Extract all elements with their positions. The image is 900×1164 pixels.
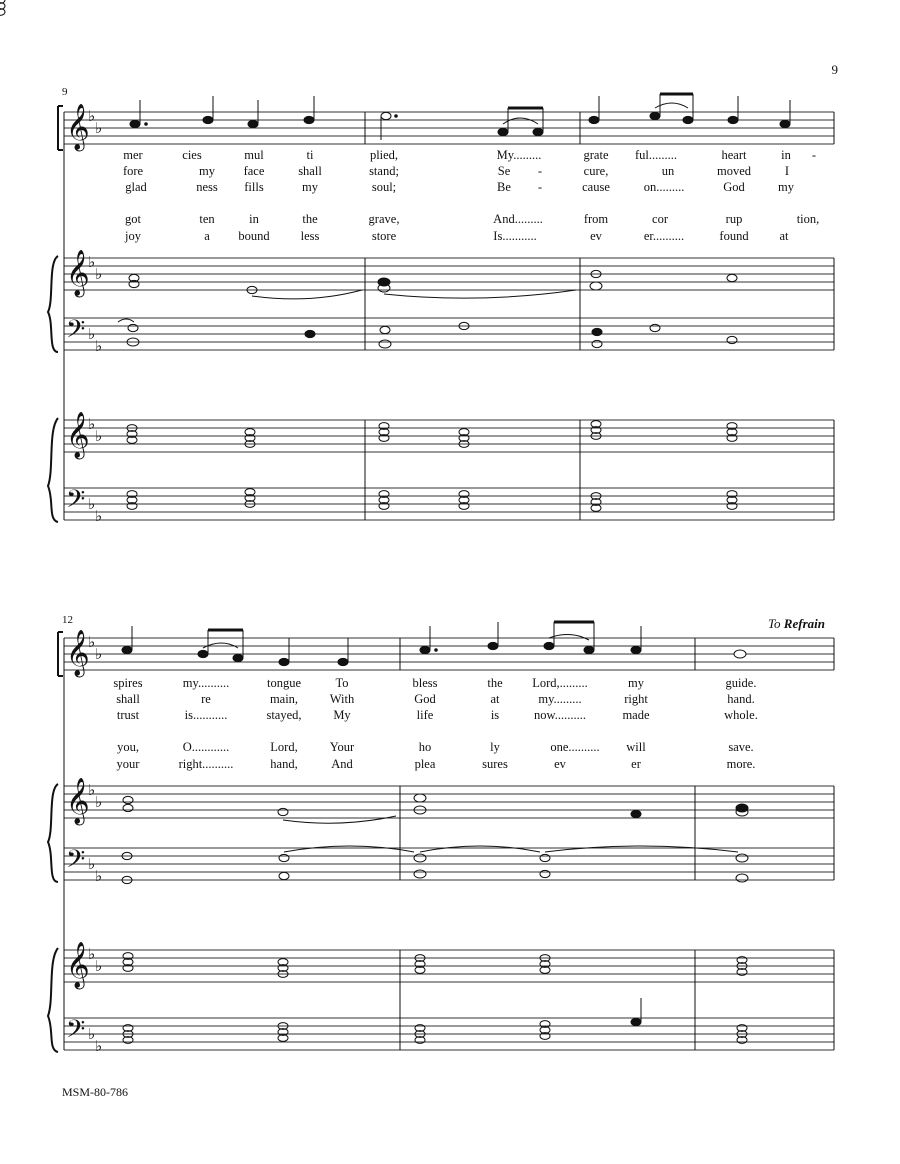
- lyric-line-3: [0, 180, 900, 198]
- lyric-syllable: cure,: [583, 164, 609, 178]
- lyric-syllable: my: [628, 676, 644, 690]
- lyric-syllable: tongue: [266, 676, 302, 690]
- lyric-syllable: more.: [726, 757, 756, 771]
- lyric-syllable: in: [781, 148, 791, 162]
- lyric-syllable: you,: [117, 740, 139, 754]
- lyric-syllable: is...........: [184, 708, 228, 722]
- lyric-line-3: [0, 708, 900, 726]
- svg-text:♭: ♭: [95, 265, 103, 283]
- svg-text:𝄢: 𝄢: [66, 485, 86, 520]
- svg-text:𝄞: 𝄞: [66, 250, 90, 296]
- measure-number-9: 9: [62, 86, 68, 98]
- lyric-syllable: And: [331, 757, 353, 771]
- lyric-syllable: bound: [238, 229, 270, 243]
- lyric-syllable: at: [490, 692, 500, 706]
- lyric-syllable: God: [723, 180, 745, 194]
- lyric-syllable: fills: [244, 180, 264, 194]
- lyric-syllable: tion,: [796, 212, 820, 226]
- svg-text:♭: ♭: [88, 107, 96, 125]
- lyric-syllable: sures: [482, 757, 508, 771]
- lyric-syllable: my: [778, 180, 794, 194]
- lyric-syllable: grate: [583, 148, 609, 162]
- catalog-number: MSM-80-786: [62, 1085, 129, 1099]
- measure-number-12: 12: [62, 614, 73, 626]
- svg-text:♭: ♭: [88, 945, 96, 963]
- svg-text:𝄞: 𝄞: [66, 778, 90, 824]
- lyric-syllable: Lord,: [270, 740, 298, 754]
- lyric-syllable: Lord,.........: [532, 676, 588, 690]
- lyric-syllable: -: [811, 148, 817, 162]
- svg-text:♭: ♭: [95, 507, 103, 525]
- svg-text:♭: ♭: [88, 325, 96, 343]
- lyric-syllable: store: [371, 229, 397, 243]
- lyric-syllable: cor: [652, 212, 668, 226]
- svg-text:♭: ♭: [95, 957, 103, 975]
- lyric-syllable: found: [719, 229, 749, 243]
- lyric-syllable: the: [302, 212, 318, 226]
- lyric-syllable: whole.: [724, 708, 758, 722]
- svg-text:♭: ♭: [95, 867, 103, 885]
- svg-text:♭: ♭: [88, 253, 96, 271]
- svg-text:♭: ♭: [88, 415, 96, 433]
- lyric-syllable: er: [631, 757, 641, 771]
- voice-staff-1: [64, 112, 834, 144]
- lyric-syllable: ten: [199, 212, 215, 226]
- lyric-syllable: joy: [125, 229, 141, 243]
- lyric-syllable: grave,: [368, 212, 400, 226]
- lyric-syllable: O............: [182, 740, 230, 754]
- svg-text:𝄞: 𝄞: [66, 942, 90, 988]
- lyric-syllable: Be: [497, 180, 511, 194]
- accomp-bass-staff-1: [64, 488, 834, 520]
- lyric-syllable: ev: [554, 757, 566, 771]
- lyric-syllable: My.........: [496, 148, 542, 162]
- lyric-syllable: a: [204, 229, 210, 243]
- lyric-syllable: ev: [590, 229, 602, 243]
- svg-text:𝄢: 𝄢: [66, 845, 86, 880]
- lyric-syllable: trust: [116, 708, 140, 722]
- svg-text:♭: ♭: [95, 645, 103, 663]
- refrain-text: Refrain: [783, 616, 825, 631]
- lyric-syllable: ho: [418, 740, 432, 754]
- lyric-syllable: the: [487, 676, 503, 690]
- lyric-syllable: guide.: [725, 676, 757, 690]
- lyric-syllable: shall: [298, 164, 322, 178]
- lyric-line-5: [0, 757, 900, 775]
- lyric-syllable: shall: [116, 692, 140, 706]
- piano-treble-staff-2: [64, 786, 834, 818]
- lyric-syllable: Your: [329, 740, 355, 754]
- lyric-syllable: main,: [269, 692, 299, 706]
- lyric-syllable: your: [116, 757, 140, 771]
- lyric-syllable: face: [243, 164, 265, 178]
- svg-text:♭: ♭: [88, 1025, 96, 1043]
- lyric-syllable: Is...........: [493, 229, 537, 243]
- lyric-syllable: My: [333, 708, 351, 722]
- svg-text:♭: ♭: [95, 337, 103, 355]
- svg-text:𝄞: 𝄞: [66, 412, 90, 458]
- lyric-syllable: ful.........: [634, 148, 678, 162]
- lyric-syllable: And.........: [493, 212, 543, 226]
- lyric-syllable: hand,: [270, 757, 298, 771]
- lyric-syllable: made: [622, 708, 650, 722]
- lyric-syllable: right..........: [178, 757, 234, 771]
- lyric-syllable: rup: [725, 212, 743, 226]
- page-number: 9: [831, 62, 838, 77]
- lyric-syllable: hand.: [727, 692, 755, 706]
- lyric-syllable: my: [302, 180, 318, 194]
- lyric-syllable: moved: [716, 164, 752, 178]
- accomp-treble-staff-2: [64, 950, 834, 982]
- lyric-syllable: ti: [306, 148, 314, 162]
- svg-text:♭: ♭: [95, 427, 103, 445]
- lyric-syllable: soul;: [371, 180, 397, 194]
- lyric-syllable: my..........: [182, 676, 230, 690]
- lyric-syllable: mer: [123, 148, 143, 162]
- svg-text:♭: ♭: [88, 633, 96, 651]
- lyric-syllable: glad: [125, 180, 147, 194]
- lyric-syllable: stand;: [369, 164, 399, 178]
- lyric-syllable: my.........: [538, 692, 582, 706]
- svg-text:♭: ♭: [88, 495, 96, 513]
- lyric-syllable: fore: [122, 164, 144, 178]
- svg-text:♭: ♭: [95, 793, 103, 811]
- lyric-line-5: [0, 229, 900, 247]
- lyric-syllable: cause: [582, 180, 610, 194]
- lyric-syllable: stayed,: [266, 708, 302, 722]
- accomp-treble-staff-1: [64, 420, 834, 452]
- accomp-bass-staff-2: [64, 1018, 834, 1050]
- svg-text:♭: ♭: [95, 119, 103, 137]
- lyric-syllable: now..........: [534, 708, 586, 722]
- lyric-syllable: life: [416, 708, 434, 722]
- treble-clef: 𝄞: [66, 104, 90, 150]
- lyric-syllable: With: [329, 692, 355, 706]
- piano-bass-staff-2: [64, 848, 834, 880]
- svg-text:♭: ♭: [88, 781, 96, 799]
- lyric-syllable: will: [626, 740, 646, 754]
- lyric-syllable: on.........: [643, 180, 685, 194]
- lyric-syllable: heart: [721, 148, 747, 162]
- lyric-syllable: -: [537, 164, 543, 178]
- lyric-syllable: bless: [412, 676, 438, 690]
- lyric-syllable: at: [779, 229, 789, 243]
- svg-text:♭: ♭: [88, 855, 96, 873]
- lyric-syllable: spires: [113, 676, 143, 690]
- lyric-line-4: [0, 212, 900, 230]
- lyric-syllable: save.: [728, 740, 754, 754]
- lyric-syllable: plea: [414, 757, 436, 771]
- lyric-syllable: ness: [196, 180, 218, 194]
- lyric-line-4: [0, 740, 900, 758]
- piano-treble-staff-1: [64, 258, 834, 290]
- svg-text:𝄢: 𝄢: [66, 1015, 86, 1050]
- lyric-syllable: got: [125, 212, 141, 226]
- lyric-syllable: is: [490, 708, 500, 722]
- lyric-syllable: mul: [244, 148, 264, 162]
- lyric-syllable: right: [624, 692, 648, 706]
- lyric-syllable: er..........: [643, 229, 685, 243]
- lyric-syllable: I: [784, 164, 790, 178]
- lyric-syllable: Se: [497, 164, 511, 178]
- lyric-syllable: To: [335, 676, 349, 690]
- lyric-syllable: less: [300, 229, 320, 243]
- voice-staff-2: [64, 638, 834, 670]
- lyric-syllable: cies: [182, 148, 202, 162]
- svg-text:𝄢: 𝄢: [66, 315, 86, 350]
- svg-text:𝄞: 𝄞: [66, 630, 90, 676]
- lyric-syllable: un: [661, 164, 675, 178]
- svg-text:♭: ♭: [95, 1037, 103, 1055]
- lyric-syllable: in: [249, 212, 259, 226]
- piano-bass-staff-1: [64, 318, 834, 350]
- lyric-syllable: from: [583, 212, 609, 226]
- lyric-syllable: my: [199, 164, 215, 178]
- lyric-syllable: ly: [490, 740, 500, 754]
- lyric-syllable: -: [537, 180, 543, 194]
- lyric-syllable: God: [414, 692, 436, 706]
- to-refrain-text: To: [768, 616, 781, 631]
- lyric-syllable: re: [201, 692, 211, 706]
- lyric-syllable: one..........: [550, 740, 600, 754]
- lyric-syllable: plied,: [369, 148, 399, 162]
